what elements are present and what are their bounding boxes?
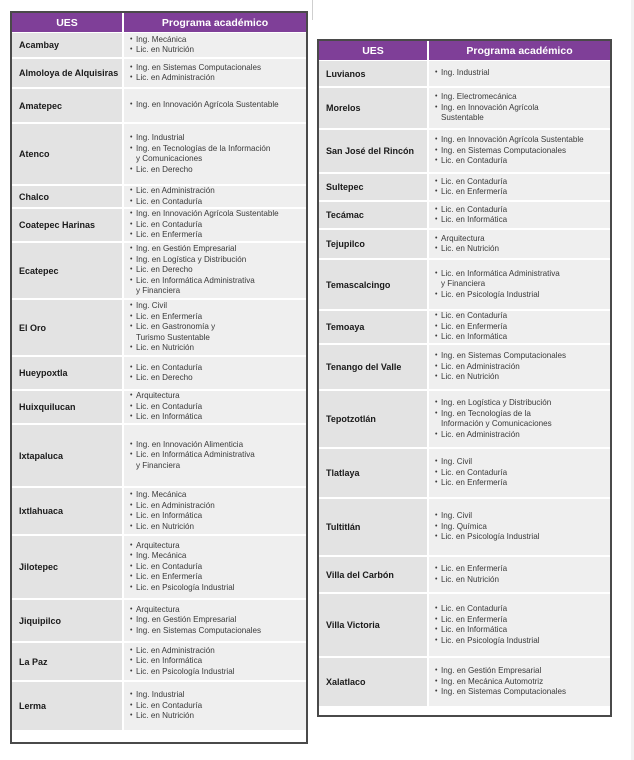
table-row [12, 357, 306, 391]
program-item: • Ing. Mecánica [130, 35, 304, 46]
program-item: • Lic. en Contaduría [435, 156, 608, 167]
program-item: • Ing. en Sistemas Computacionales [435, 687, 608, 698]
table-row [319, 557, 610, 594]
ues-name: Atenco [12, 124, 124, 184]
program-item: • Lic. en Contaduría [435, 177, 608, 188]
program-list [429, 594, 610, 656]
table-row [319, 311, 610, 345]
program-item: • Lic. en Contaduría [435, 468, 608, 479]
program-item: • Lic. en Nutrición [130, 522, 304, 533]
table-row [12, 300, 306, 357]
program-list [124, 33, 306, 57]
program-item: • Lic. en Enfermería [435, 322, 608, 333]
program-item: • Ing. en Innovación Alimenticia [130, 440, 304, 451]
program-item: • Lic. en Nutrición [435, 372, 608, 383]
program-item: • Lic. en Nutrición [130, 711, 304, 722]
table-row [12, 600, 306, 643]
program-item: • Lic. en Nutrición [435, 244, 608, 255]
ues-name: Tlatlaya [319, 449, 429, 497]
table-row [319, 260, 610, 311]
table-row [319, 230, 610, 260]
table-row [319, 174, 610, 202]
ues-table-right [317, 39, 612, 717]
program-list [124, 209, 306, 241]
program-item: • Lic. en Informática [130, 656, 304, 667]
program-item: • Ing. en Sistemas Computacionales [130, 626, 304, 637]
header-programa: Programa académico [466, 44, 573, 57]
page-divider [312, 0, 313, 20]
program-item: • Ing. en Sistemas Computacionales [130, 63, 304, 74]
ues-name: El Oro [12, 300, 124, 355]
program-item: • Arquitectura [130, 391, 304, 402]
program-item: • Ing. Mecánica [130, 551, 304, 562]
program-item: • Lic. en Informática [435, 215, 608, 226]
program-item: • Lic. en Nutrición [130, 45, 304, 56]
table-row [12, 682, 306, 730]
program-item: • Arquitectura [435, 234, 608, 245]
program-list [429, 230, 610, 258]
table-row [12, 488, 306, 536]
program-list [429, 658, 610, 706]
table-row [319, 130, 610, 174]
program-item: • Lic. en Psicología Industrial [130, 583, 304, 594]
table-body [319, 61, 610, 706]
program-item: • Ing. Civil [435, 511, 608, 522]
table-header [319, 41, 610, 61]
program-item: • Lic. en Enfermería [435, 615, 608, 626]
table-row [319, 88, 610, 130]
program-item: • Lic. en Informática Administrativa y Financiera [130, 450, 304, 471]
program-item: • Lic. en Informática [130, 511, 304, 522]
program-item: • Lic. en Enfermería [435, 564, 608, 575]
ues-name: Huixquilucan [12, 391, 124, 423]
table-body [12, 33, 306, 730]
table-row [12, 124, 306, 186]
table-row [319, 202, 610, 230]
ues-name: Ecatepec [12, 243, 124, 298]
ues-name: Tultitlán [319, 499, 429, 555]
ues-name: Sultepec [319, 174, 429, 200]
program-item: • Lic. en Derecho [130, 265, 304, 276]
program-item: • Ing. en Gestión Empresarial [435, 666, 608, 677]
program-item: • Arquitectura [130, 541, 304, 552]
program-list [429, 499, 610, 555]
ues-name: Almoloya de Alquisiras [12, 59, 124, 87]
table-row [12, 425, 306, 488]
program-item: • Lic. en Nutrición [435, 575, 608, 586]
program-item: • Lic. en Derecho [130, 373, 304, 384]
table-header [12, 13, 306, 33]
program-item: • Ing. en Innovación Agrícola Sustentable [435, 135, 608, 146]
program-item: • Lic. en Informática [435, 625, 608, 636]
program-list [124, 59, 306, 87]
program-item: • Lic. en Administración [130, 646, 304, 657]
ues-name: Jiquipilco [12, 600, 124, 641]
program-item: • Ing. en Mecánica Automotriz [435, 677, 608, 688]
ues-name: Lerma [12, 682, 124, 730]
ues-name: Coatepec Harinas [12, 209, 124, 241]
program-item: • Arquitectura [130, 605, 304, 616]
program-list [124, 391, 306, 423]
program-item: • Lic. en Derecho [130, 165, 304, 176]
program-list [429, 260, 610, 309]
program-item: • Ing. en Tecnologías de la Información y Comunicaciones [435, 409, 608, 430]
program-item: • Lic. en Administración [130, 186, 304, 197]
ues-name: Morelos [319, 88, 429, 128]
ues-name: Tepotzotlán [319, 391, 429, 447]
header-ues: UES [319, 41, 429, 60]
program-item: • Ing. Electromecánica [435, 92, 608, 103]
program-list [429, 449, 610, 497]
program-item: • Lic. en Psicología Industrial [130, 667, 304, 678]
program-item: • Ing. en Logística y Distribución [435, 398, 608, 409]
table-row [319, 391, 610, 449]
table-row [12, 186, 306, 209]
table-row [12, 33, 306, 59]
program-item: • Lic. en Informática [130, 412, 304, 423]
program-item: • Ing. Industrial [130, 133, 304, 144]
program-list [124, 89, 306, 122]
table-row [12, 59, 306, 89]
program-item: • Lic. en Contaduría [435, 311, 608, 322]
program-item: • Lic. en Gastronomía y Turismo Sustentable [130, 322, 304, 343]
program-list [429, 557, 610, 592]
ues-name: San José del Rincón [319, 130, 429, 172]
ues-name: La Paz [12, 643, 124, 680]
program-item: • Ing. en Innovación Agrícola Sustentable [130, 209, 304, 220]
ues-name: Ixtlahuaca [12, 488, 124, 534]
program-list [124, 357, 306, 389]
ues-name: Jilotepec [12, 536, 124, 598]
program-item: • Lic. en Informática Administrativa y Financiera [435, 269, 608, 290]
program-item: • Lic. en Contaduría [130, 220, 304, 231]
program-item: • Ing. en Sistemas Computacionales [435, 146, 608, 157]
ues-name: Chalco [12, 186, 124, 207]
program-item: • Ing. Civil [435, 457, 608, 468]
table-row [12, 243, 306, 300]
program-list [124, 488, 306, 534]
program-item: • Ing. Civil [130, 301, 304, 312]
table-row [319, 345, 610, 391]
ues-name: Villa del Carbón [319, 557, 429, 592]
table-row [319, 449, 610, 499]
program-item: • Lic. en Enfermería [130, 572, 304, 583]
program-list [124, 300, 306, 355]
program-item: • Lic. en Contaduría [130, 562, 304, 573]
program-item: • Lic. en Contaduría [130, 402, 304, 413]
program-item: • Lic. en Psicología Industrial [435, 532, 608, 543]
program-item: • Lic. en Enfermería [435, 187, 608, 198]
program-item: • Lic. en Administración [130, 501, 304, 512]
program-item: • Ing. en Logística y Distribución [130, 255, 304, 266]
program-item: • Lic. en Administración [130, 73, 304, 84]
program-list [429, 88, 610, 128]
program-item: • Lic. en Nutrición [130, 343, 304, 354]
program-item: • Ing. en Sistemas Computacionales [435, 351, 608, 362]
program-item: • Ing. Industrial [130, 690, 304, 701]
program-item: • Lic. en Enfermería [435, 478, 608, 489]
program-list [124, 600, 306, 641]
program-item: • Lic. en Contaduría [130, 701, 304, 712]
program-item: • Lic. en Contaduría [435, 205, 608, 216]
program-item: • Lic. en Enfermería [130, 230, 304, 241]
program-item: • Ing. en Innovación Agrícola Sustentable [130, 100, 304, 111]
program-list [124, 536, 306, 598]
ues-name: Hueypoxtla [12, 357, 124, 389]
program-item: • Ing. en Gestión Empresarial [130, 615, 304, 626]
program-item: • Lic. en Psicología Industrial [435, 636, 608, 647]
table-row [319, 658, 610, 706]
table-row [12, 391, 306, 425]
table-row [319, 61, 610, 88]
ues-name: Tejupilco [319, 230, 429, 258]
table-row [12, 536, 306, 600]
ues-name: Villa Victoria [319, 594, 429, 656]
program-item: • Ing. Industrial [435, 68, 608, 79]
header-programa: Programa académico [161, 16, 269, 29]
program-item: • Lic. en Administración [435, 430, 608, 441]
program-list [429, 61, 610, 86]
table-row [12, 643, 306, 682]
program-list [429, 311, 610, 343]
ues-name: Ixtapaluca [12, 425, 124, 486]
program-list [124, 243, 306, 298]
program-list [124, 682, 306, 730]
program-item: • Ing. en Innovación Agrícola Sustentable [435, 103, 608, 124]
program-item: • Lic. en Contaduría [130, 363, 304, 374]
program-item: • Lic. en Informática Administrativa y Financiera [130, 276, 304, 297]
program-item: • Lic. en Informática [435, 332, 608, 343]
program-item: • Lic. en Enfermería [130, 312, 304, 323]
ues-name: Xalatlaco [319, 658, 429, 706]
program-list [124, 643, 306, 680]
ues-name: Tecámac [319, 202, 429, 228]
header-ues: UES [12, 13, 124, 32]
program-item: • Lic. en Administración [435, 362, 608, 373]
program-list [429, 391, 610, 447]
program-list [429, 174, 610, 200]
program-item: • Lic. en Contaduría [130, 197, 304, 208]
table-row [12, 209, 306, 243]
program-list [429, 345, 610, 389]
program-list [124, 425, 306, 486]
ues-name: Amatepec [12, 89, 124, 122]
program-item: • Ing. en Gestión Empresarial [130, 244, 304, 255]
program-item: • Lic. en Psicología Industrial [435, 290, 608, 301]
program-item: • Ing. Mecánica [130, 490, 304, 501]
ues-name: Acambay [12, 33, 124, 57]
program-item: • Lic. en Contaduría [435, 604, 608, 615]
table-row [319, 594, 610, 658]
table-row [319, 499, 610, 557]
table-row [12, 89, 306, 124]
program-list [429, 130, 610, 172]
program-list [429, 202, 610, 228]
program-item: • Ing. Química [435, 522, 608, 533]
ues-name: Temoaya [319, 311, 429, 343]
program-list [124, 186, 306, 207]
program-list [124, 124, 306, 184]
ues-name: Tenango del Valle [319, 345, 429, 389]
ues-name: Temascalcingo [319, 260, 429, 309]
program-item: • Ing. en Tecnologías de la Información y Comunicaciones [130, 144, 304, 165]
ues-name: Luvianos [319, 61, 429, 86]
ues-table-left [10, 11, 308, 744]
